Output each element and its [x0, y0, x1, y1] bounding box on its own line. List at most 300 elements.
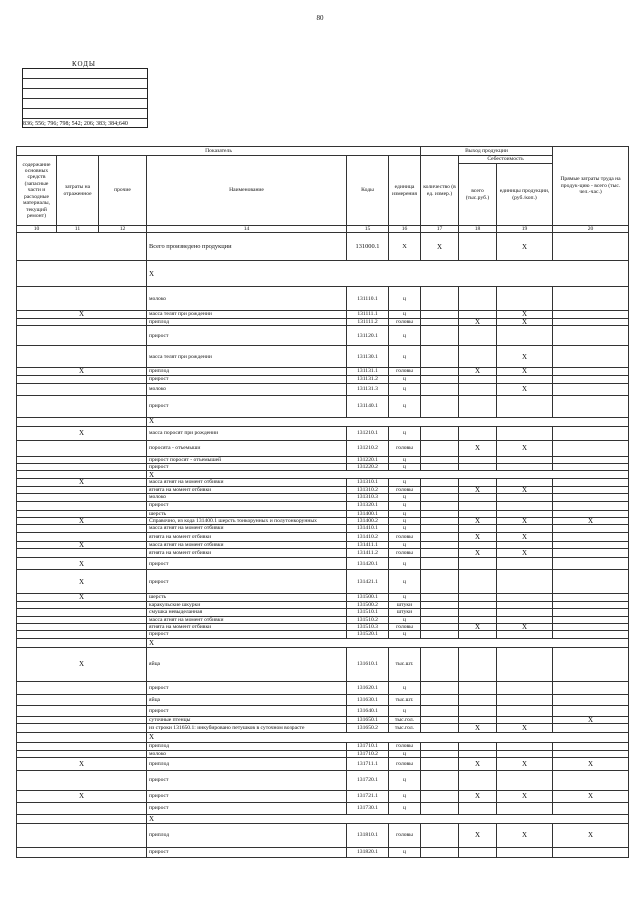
row-cost-total: X: [459, 532, 497, 541]
row-code: 131411.1: [347, 541, 389, 548]
codes-line: [23, 88, 147, 89]
unit-header: единица измерения: [389, 156, 421, 226]
table-row: [17, 417, 629, 426]
production-table: [16, 146, 629, 858]
row-name: прирост: [147, 326, 347, 346]
row-name: прирост: [147, 681, 347, 694]
maintenance-header: содержание основных средств (запасные части и расходные материалы, текущий ремонт): [17, 156, 57, 226]
row-code: 131120.1: [347, 326, 389, 346]
row-quantity: [421, 383, 459, 395]
row-name: поросята - отъемыши: [147, 440, 347, 456]
left-cell: X: [17, 541, 147, 548]
table-row: [17, 757, 629, 770]
left-cell: [17, 417, 147, 426]
row-cost-unit: X: [497, 823, 553, 847]
row-name: шерсть: [147, 594, 347, 601]
row-unit: ц: [389, 790, 421, 802]
left-cell: [17, 694, 147, 705]
colnum: 17: [421, 226, 459, 233]
row-unit: ц: [389, 501, 421, 510]
row-cost-total: [459, 541, 497, 548]
row-name: ягнята на момент отбивки: [147, 623, 347, 630]
row-quantity: [421, 464, 459, 471]
row-cost-total: [459, 346, 497, 368]
row-quantity: [421, 631, 459, 638]
row-labor: [553, 694, 629, 705]
row-unit: ц: [389, 456, 421, 463]
row-cost-unit: [497, 694, 553, 705]
row-name: ягнята на момент отбивки: [147, 532, 347, 541]
row-cost-total: [459, 847, 497, 857]
row-labor: [553, 681, 629, 694]
left-cell: [17, 440, 147, 456]
left-cell: [17, 601, 147, 608]
row-labor: [553, 464, 629, 471]
table-row: [17, 318, 629, 325]
row-code: 131711.1: [347, 757, 389, 770]
colnum: 16: [389, 226, 421, 233]
row-name: приплод: [147, 743, 347, 750]
table-row: [17, 601, 629, 608]
left-cell: X: [17, 594, 147, 601]
row-cost-unit: [497, 510, 553, 517]
row-labor: [553, 631, 629, 638]
left-cell: [17, 802, 147, 814]
row-quantity: [421, 757, 459, 770]
row-labor: [553, 705, 629, 716]
row-quantity: [421, 426, 459, 440]
table-row: [17, 823, 629, 847]
row-name: каракульские шкурки: [147, 601, 347, 608]
row-code: 131320.1: [347, 501, 389, 510]
row-cost-total: [459, 770, 497, 790]
row-quantity: [421, 510, 459, 517]
cost-unit-header: единицы продукции, (руб./коп.): [497, 164, 553, 226]
table-row: [17, 479, 629, 486]
left-cell: X: [17, 311, 147, 318]
row-quantity: [421, 743, 459, 750]
row-cost-unit: [497, 464, 553, 471]
table-row: [17, 486, 629, 493]
table-row: [17, 743, 629, 750]
row-code: 131310.3: [347, 494, 389, 501]
row-code: 131710.2: [347, 750, 389, 757]
table-row: [17, 638, 629, 647]
row-unit: головы: [389, 440, 421, 456]
codes-header: Коды: [347, 156, 389, 226]
row-quantity: [421, 287, 459, 311]
row-cost-total: [459, 570, 497, 594]
row-quantity: [421, 541, 459, 548]
table-row: [17, 802, 629, 814]
row-code: 131111.2: [347, 318, 389, 325]
colnum: 12: [99, 226, 147, 233]
row-unit: ц: [389, 705, 421, 716]
row-code: 131220.2: [347, 464, 389, 471]
row-name: шерсть: [147, 510, 347, 517]
left-cell: [17, 724, 147, 733]
row-name: приплод: [147, 318, 347, 325]
output-header: Выход продукции: [421, 147, 553, 156]
row-labor: [553, 549, 629, 558]
row-unit: ц: [389, 346, 421, 368]
row-quantity: [421, 601, 459, 608]
row-name: прирост: [147, 375, 347, 383]
row-cost-unit: [497, 375, 553, 383]
colnum: 19: [497, 226, 553, 233]
table-row: [17, 694, 629, 705]
row-unit: тыс.гол.: [389, 716, 421, 723]
left-cell: [17, 464, 147, 471]
row-labor: [553, 847, 629, 857]
row-labor: X: [553, 716, 629, 723]
row-unit: X: [389, 233, 421, 261]
row-labor: [553, 532, 629, 541]
row-code: 131610.1: [347, 647, 389, 681]
row-quantity: [421, 395, 459, 417]
row-cost-total: X: [459, 823, 497, 847]
row-quantity: [421, 326, 459, 346]
row-cost-total: X: [459, 368, 497, 375]
row-name: ягнята на момент отбивки: [147, 486, 347, 493]
table-row: [17, 681, 629, 694]
row-cost-total: X: [459, 318, 497, 325]
left-cell: [17, 346, 147, 368]
row-quantity: [421, 594, 459, 601]
row-name: X: [147, 733, 629, 743]
row-labor: [553, 525, 629, 532]
row-cost-total: [459, 802, 497, 814]
row-name: прирост: [147, 802, 347, 814]
left-cell: [17, 549, 147, 558]
row-name: приплод: [147, 757, 347, 770]
row-code: 131400.2: [347, 518, 389, 525]
row-quantity: [421, 518, 459, 525]
table-row: [17, 541, 629, 548]
table-row: [17, 518, 629, 525]
table-row: [17, 616, 629, 623]
table-row: [17, 705, 629, 716]
row-code: 131500.2: [347, 601, 389, 608]
left-cell: [17, 326, 147, 346]
row-labor: [553, 501, 629, 510]
row-name: яйца: [147, 694, 347, 705]
row-unit: ц: [389, 510, 421, 517]
row-cost-unit: X: [497, 440, 553, 456]
row-code: 131421.1: [347, 570, 389, 594]
table-row: [17, 311, 629, 318]
left-cell: [17, 318, 147, 325]
row-quantity: [421, 647, 459, 681]
row-quantity: [421, 318, 459, 325]
cost-total-header: всего (тыс.руб.): [459, 164, 497, 226]
table-row: [17, 326, 629, 346]
row-cost-total: [459, 233, 497, 261]
row-cost-unit: X: [497, 233, 553, 261]
row-name: прирост: [147, 847, 347, 857]
row-unit: ц: [389, 570, 421, 594]
row-quantity: [421, 549, 459, 558]
left-cell: [17, 770, 147, 790]
row-unit: ц: [389, 518, 421, 525]
row-cost-unit: X: [497, 368, 553, 375]
row-cost-unit: X: [497, 757, 553, 770]
row-quantity: [421, 823, 459, 847]
colnum: 10: [17, 226, 57, 233]
row-cost-unit: [497, 847, 553, 857]
row-cost-unit: [497, 287, 553, 311]
row-cost-total: [459, 705, 497, 716]
row-unit: тыс.шт.: [389, 694, 421, 705]
row-cost-unit: X: [497, 518, 553, 525]
row-name: масса ягнят на момент отбивки: [147, 525, 347, 532]
quantity-header: количество (в ед. измер.): [421, 156, 459, 226]
row-name: суточные птенцы: [147, 716, 347, 723]
row-quantity: [421, 770, 459, 790]
row-cost-total: [459, 464, 497, 471]
outsourcing-header: затраты на отраженное: [57, 156, 99, 226]
row-name: прирост: [147, 570, 347, 594]
row-quantity: [421, 623, 459, 630]
row-code: 131131.3: [347, 383, 389, 395]
row-code: 131720.1: [347, 770, 389, 790]
row-unit: головы: [389, 743, 421, 750]
row-unit: ц: [389, 594, 421, 601]
row-unit: ц: [389, 770, 421, 790]
row-cost-total: X: [459, 790, 497, 802]
row-name: прирост: [147, 558, 347, 570]
codes-title: КОДЫ: [71, 60, 97, 68]
row-code: 131210.1: [347, 426, 389, 440]
row-labor: [553, 486, 629, 493]
row-quantity: [421, 558, 459, 570]
row-unit: ц: [389, 426, 421, 440]
row-quantity: X: [421, 233, 459, 261]
row-cost-unit: X: [497, 346, 553, 368]
left-cell: X: [17, 368, 147, 375]
row-code: 131820.1: [347, 847, 389, 857]
row-cost-total: [459, 750, 497, 757]
row-quantity: [421, 705, 459, 716]
row-cost-total: [459, 525, 497, 532]
row-name: прирост: [147, 631, 347, 638]
row-quantity: [421, 311, 459, 318]
row-labor: [553, 426, 629, 440]
row-code: 131110.1: [347, 287, 389, 311]
table-row: [17, 549, 629, 558]
row-quantity: [421, 456, 459, 463]
table-row: [17, 647, 629, 681]
other-header: прочие: [99, 156, 147, 226]
table-row: [17, 770, 629, 790]
row-code: 131130.1: [347, 346, 389, 368]
row-code: 131310.1: [347, 479, 389, 486]
row-labor: [553, 616, 629, 623]
row-quantity: [421, 609, 459, 616]
colnum: 18: [459, 226, 497, 233]
table-row: [17, 609, 629, 616]
row-name: X: [147, 638, 629, 647]
row-code: 131400.1: [347, 510, 389, 517]
row-cost-unit: [497, 395, 553, 417]
colnum: 11: [57, 226, 99, 233]
row-unit: тыс.шт.: [389, 647, 421, 681]
row-cost-total: X: [459, 724, 497, 733]
row-cost-total: [459, 287, 497, 311]
colnum: 20: [553, 226, 629, 233]
left-cell: [17, 494, 147, 501]
row-code: 131140.1: [347, 395, 389, 417]
row-labor: X: [553, 757, 629, 770]
row-code: 131000.1: [347, 233, 389, 261]
row-unit: штуки: [389, 609, 421, 616]
row-unit: головы: [389, 623, 421, 630]
row-cost-total: [459, 395, 497, 417]
table-row: [17, 368, 629, 375]
row-cost-unit: [497, 494, 553, 501]
row-code: 131410.2: [347, 532, 389, 541]
row-cost-unit: X: [497, 532, 553, 541]
codes-line: [23, 108, 147, 109]
left-cell: [17, 638, 147, 647]
row-cost-total: [459, 456, 497, 463]
row-cost-total: [459, 311, 497, 318]
row-unit: ц: [389, 541, 421, 548]
codes-box: [22, 68, 148, 128]
row-code: 131520.1: [347, 631, 389, 638]
left-cell: [17, 532, 147, 541]
row-cost-total: [459, 616, 497, 623]
row-labor: [553, 383, 629, 395]
left-cell: [17, 395, 147, 417]
row-cost-unit: X: [497, 383, 553, 395]
row-name: из строки 131650.1: инкубировано петушков в суточном возрасте: [147, 724, 347, 733]
row-cost-unit: [497, 525, 553, 532]
row-unit: ц: [389, 525, 421, 532]
row-unit: головы: [389, 368, 421, 375]
row-unit: ц: [389, 326, 421, 346]
left-cell: [17, 471, 147, 479]
row-code: 131220.1: [347, 456, 389, 463]
row-cost-unit: [497, 716, 553, 723]
row-quantity: [421, 694, 459, 705]
row-labor: [553, 375, 629, 383]
row-name: приплод: [147, 368, 347, 375]
row-quantity: [421, 532, 459, 541]
row-cost-unit: [497, 770, 553, 790]
table-row: [17, 287, 629, 311]
left-cell: [17, 847, 147, 857]
row-unit: ц: [389, 311, 421, 318]
row-name: прирост: [147, 790, 347, 802]
row-unit: головы: [389, 549, 421, 558]
row-name: прирост: [147, 705, 347, 716]
row-cost-unit: [497, 647, 553, 681]
row-name: молоко: [147, 494, 347, 501]
row-labor: [553, 311, 629, 318]
row-quantity: [421, 501, 459, 510]
row-cost-unit: X: [497, 318, 553, 325]
row-code: 131411.2: [347, 549, 389, 558]
row-code: 131510.3: [347, 623, 389, 630]
table-row: [17, 716, 629, 723]
row-labor: [553, 750, 629, 757]
row-labor: [553, 770, 629, 790]
row-cost-unit: X: [497, 311, 553, 318]
row-name: X: [147, 814, 629, 823]
codes-line: [23, 78, 147, 79]
row-name: масса поросят при рождении: [147, 426, 347, 440]
row-cost-total: [459, 501, 497, 510]
row-code: 131630.1: [347, 694, 389, 705]
labor-header: Прямые затраты труда на продук-цию - всего (тыс. чел.-час.): [553, 147, 629, 226]
left-cell: [17, 375, 147, 383]
row-labor: X: [553, 518, 629, 525]
row-name: прирост: [147, 395, 347, 417]
colnum: 15: [347, 226, 389, 233]
row-cost-total: [459, 594, 497, 601]
left-cell: [17, 716, 147, 723]
left-cell: [17, 743, 147, 750]
row-labor: [553, 479, 629, 486]
row-cost-unit: [497, 609, 553, 616]
row-cost-unit: [497, 426, 553, 440]
row-cost-unit: [497, 802, 553, 814]
row-cost-unit: [497, 558, 553, 570]
row-name: X: [147, 417, 629, 426]
left-cell: [17, 681, 147, 694]
row-cost-unit: [497, 570, 553, 594]
row-cost-total: [459, 494, 497, 501]
row-unit: ц: [389, 558, 421, 570]
row-cost-total: [459, 743, 497, 750]
row-cost-total: X: [459, 486, 497, 493]
left-cell: [17, 525, 147, 532]
row-cost-total: [459, 375, 497, 383]
left-cell: [17, 233, 147, 261]
row-unit: ц: [389, 375, 421, 383]
row-quantity: [421, 847, 459, 857]
table-row: [17, 440, 629, 456]
left-cell: X: [17, 647, 147, 681]
left-cell: [17, 623, 147, 630]
table-row: [17, 525, 629, 532]
row-name: Всего произведено продукции: [147, 233, 347, 261]
table-row: [17, 570, 629, 594]
row-code: 131131.1: [347, 368, 389, 375]
row-labor: [553, 594, 629, 601]
row-quantity: [421, 681, 459, 694]
row-name: X: [147, 261, 629, 287]
row-cost-total: [459, 681, 497, 694]
row-quantity: [421, 440, 459, 456]
row-unit: головы: [389, 757, 421, 770]
row-quantity: [421, 486, 459, 493]
table-body: [17, 233, 629, 858]
row-code: 131500.1: [347, 594, 389, 601]
row-name: молоко: [147, 750, 347, 757]
row-cost-total: [459, 479, 497, 486]
name-header: Наименование: [147, 156, 347, 226]
row-code: 131710.1: [347, 743, 389, 750]
table-row: [17, 724, 629, 733]
row-name: приплод: [147, 823, 347, 847]
row-cost-unit: [497, 501, 553, 510]
row-quantity: [421, 790, 459, 802]
left-cell: [17, 456, 147, 463]
row-unit: ц: [389, 802, 421, 814]
row-quantity: [421, 750, 459, 757]
